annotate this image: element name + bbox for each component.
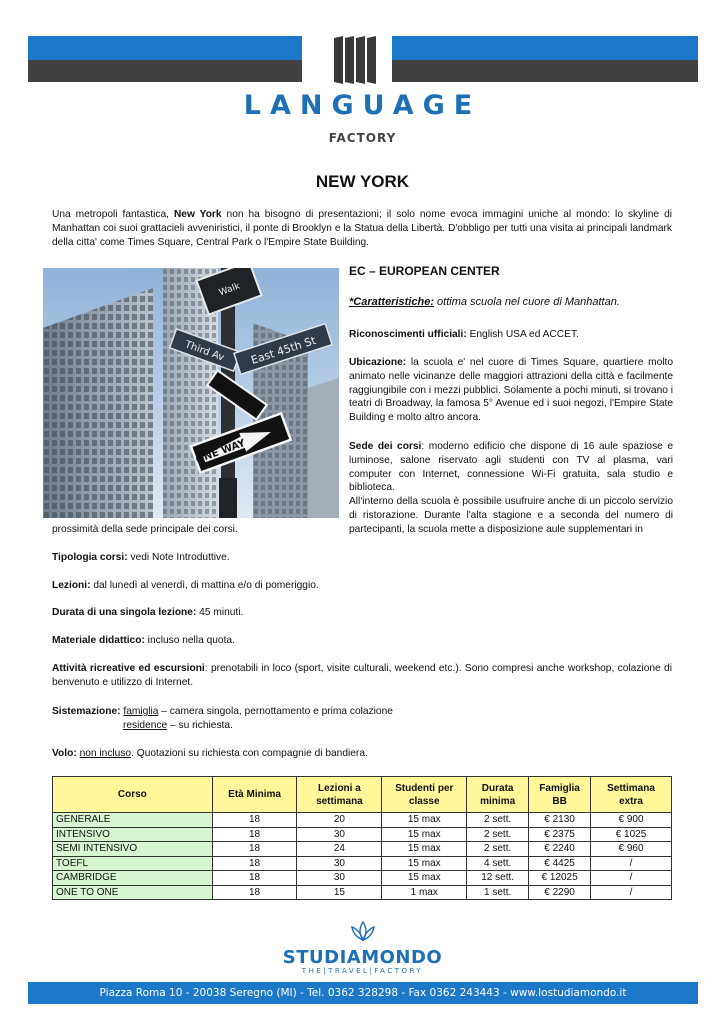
course-types <box>52 551 672 565</box>
new-york-street-photo <box>43 268 339 518</box>
table-cell: 2 sett. <box>467 827 529 842</box>
table-row <box>53 885 672 900</box>
col-header: Durata minima <box>467 777 529 813</box>
table-cell: € 1025 <box>591 827 672 842</box>
table-cell: SEMI INTENSIVO <box>53 842 213 857</box>
table-header-row <box>53 777 672 813</box>
table-cell: 18 <box>212 842 297 857</box>
table-cell: € 900 <box>591 813 672 828</box>
table-cell: 24 <box>297 842 382 857</box>
table-cell: GENERALE <box>53 813 213 828</box>
location-label: Ubicazione: <box>349 357 407 368</box>
accom-family: famiglia <box>123 706 159 717</box>
table-cell: TOEFL <box>53 856 213 871</box>
page-title: NEW YORK <box>315 172 410 191</box>
brand-wordmark: LANGUAGE <box>243 90 482 121</box>
location-text: la scuola e' nel cuore di Times Square, quartiere molto animato nelle vicinanze delle maggiori attrazioni della città e facilmente raggiungibile con i mezzi pubblici. Solamente a pochi minuti, si trovano i teatri di Broadway, la famosa 5° Avenue ed i suoi negozi, l'Empire State Building e molto altro ancora. <box>349 357 673 424</box>
accommodation-residence <box>123 719 663 733</box>
recognition-label: Riconoscimenti ufficiali: <box>349 329 467 340</box>
table-cell: 20 <box>297 813 382 828</box>
intro-text-2: non ha bisogno di presentazioni; il solo nome evoca immagini uniche al mondo: lo skyline di Manhattan coi suoi grattacieli avveniristici, il ponte di Brooklyn e la Statua della Libertà. D'obbligo per tutti una visita ai principali landmark della citta' come Times Square, Central Park o l'Empire State Building. <box>52 209 672 248</box>
material-text: incluso nella quota. <box>144 635 235 646</box>
studiamondo-logo <box>0 920 725 975</box>
flight-not-included: non incluso <box>79 748 132 759</box>
table-cell: 15 <box>297 885 382 900</box>
features-text: ottima scuola nel cuore di Manhattan. <box>433 296 620 308</box>
table-cell: 18 <box>212 885 297 900</box>
intro-paragraph <box>52 208 672 249</box>
material-label: Materiale didattico: <box>52 635 145 646</box>
table-cell: 15 max <box>382 813 467 828</box>
brand-subtitle: FACTORY <box>328 131 397 145</box>
table-cell: / <box>591 856 672 871</box>
table-cell: 30 <box>297 827 382 842</box>
school-recognition <box>349 328 673 342</box>
table-cell: 18 <box>212 813 297 828</box>
lessons-text: dal lunedì al venerdì, di mattina e/o di pomeriggio. <box>90 580 319 591</box>
table-cell: 18 <box>212 871 297 886</box>
table-cell: 15 max <box>382 856 467 871</box>
col-header: Lezioni a settimana <box>297 777 382 813</box>
table-row <box>53 842 672 857</box>
header-band-blue-right <box>392 36 698 60</box>
lotus-icon <box>348 920 378 942</box>
accommodation <box>52 705 672 719</box>
lessons <box>52 579 672 593</box>
table-cell: 30 <box>297 856 382 871</box>
materials <box>52 634 672 648</box>
table-cell: 30 <box>297 871 382 886</box>
sign-east-45th: East 45th St <box>249 333 318 368</box>
duration-label: Durata di una singola lezione: <box>52 607 197 618</box>
accom-residence-text: – su richiesta. <box>167 720 233 731</box>
accom-label: Sistemazione: <box>52 706 121 717</box>
activities-text: : prenotabili in loco (sport, visite culturali, weekend etc.). Sono compresi anche workshop, colazione di benvenuto e utilizzo di Internet. <box>52 663 672 688</box>
table-cell: / <box>591 885 672 900</box>
table-cell: INTENSIVO <box>53 827 213 842</box>
table-cell: 15 max <box>382 827 467 842</box>
intro-text-1: Una metropoli fantastica, <box>52 209 174 220</box>
table-cell: € 4425 <box>529 856 591 871</box>
recognition-text: English USA ed ACCET. <box>466 329 579 340</box>
school-features <box>349 296 673 310</box>
table-cell: 1 max <box>382 885 467 900</box>
flight <box>52 747 672 761</box>
table-cell: 15 max <box>382 842 467 857</box>
sign-one-way: ONE WAY <box>194 437 247 466</box>
col-header: Età Minima <box>212 777 297 813</box>
col-header: Famiglia BB <box>529 777 591 813</box>
seat-text: : moderno edificio che dispone di 16 aule spaziose e luminose, salone riservato agli studenti con TV al plasma, vari computer con Internet, connessione Wi-Fi gratuita, sala studio e biblioteca. <box>349 441 673 494</box>
sign-walk: Walk <box>217 281 242 299</box>
header-band-blue-left <box>28 36 302 60</box>
seat-continuation: prossimità della sede principale dei corsi. <box>52 524 238 535</box>
table-cell: € 960 <box>591 842 672 857</box>
table-cell: 1 sett. <box>467 885 529 900</box>
seat-text-2: All'interno della scuola è possibile usufruire anche di un piccolo servizio di ristorazione. Durante l'alta stagione e a seconda del numero di partecipanti, la scuola mette a disposizione aule supplementari in <box>349 496 673 535</box>
table-cell: / <box>591 871 672 886</box>
col-header: Corso <box>53 777 213 813</box>
activities-label: Attività ricreative ed escursioni <box>52 663 205 674</box>
intro-city: New York <box>173 209 222 220</box>
table-cell: 15 max <box>382 871 467 886</box>
table-cell: 2 sett. <box>467 842 529 857</box>
seat-label: Sede dei corsi <box>349 441 422 452</box>
table-cell: 12 sett. <box>467 871 529 886</box>
table-cell: 2 sett. <box>467 813 529 828</box>
school-heading: EC – EUROPEAN CENTER <box>349 264 500 278</box>
activities <box>52 662 672 690</box>
table-cell: 18 <box>212 856 297 871</box>
col-header: Settimana extra <box>591 777 672 813</box>
table-cell: 4 sett. <box>467 856 529 871</box>
table-cell: 18 <box>212 827 297 842</box>
header-band-gray-left <box>28 60 302 82</box>
footer-address-bar: Piazza Roma 10 - 20038 Seregno (MI) - Tel. 0362 328298 - Fax 0362 243443 - www.lostudiamondo.it <box>28 982 698 1004</box>
lesson-duration <box>52 606 672 620</box>
table-row <box>53 813 672 828</box>
studiamondo-wordmark: STUDIAMONDO <box>282 947 443 968</box>
accom-residence: residence <box>123 720 168 731</box>
table-cell: € 12025 <box>529 871 591 886</box>
table-cell: ONE TO ONE <box>53 885 213 900</box>
features-label: *Caratteristiche: <box>349 296 434 308</box>
types-text: vedi Note Introduttive. <box>127 552 230 563</box>
table-row <box>53 856 672 871</box>
table-cell: € 2290 <box>529 885 591 900</box>
flight-label: Volo: <box>52 748 77 759</box>
table-cell: € 2240 <box>529 842 591 857</box>
language-factory-logo-icon <box>334 36 378 84</box>
types-label: Tipologia corsi: <box>52 552 128 563</box>
accom-family-text: – camera singola, pernottamento e prima colazione <box>158 706 393 717</box>
price-table <box>52 776 672 900</box>
table-row <box>53 827 672 842</box>
col-header: Studenti per classe <box>382 777 467 813</box>
duration-text: 45 minuti. <box>196 607 244 618</box>
table-cell: € 2130 <box>529 813 591 828</box>
sign-third-ave: Third Av <box>183 339 226 364</box>
flight-text: . Quotazioni su richiesta con compagnie di bandiera. <box>131 748 368 759</box>
school-location <box>349 356 673 425</box>
header-band-gray-right <box>392 60 698 82</box>
table-cell: CAMBRIDGE <box>53 871 213 886</box>
table-cell: € 2375 <box>529 827 591 842</box>
table-row <box>53 871 672 886</box>
street-sign-illustration <box>43 268 339 518</box>
lessons-label: Lezioni: <box>52 580 91 591</box>
studiamondo-tagline: THE|TRAVEL|FACTORY <box>301 967 424 975</box>
